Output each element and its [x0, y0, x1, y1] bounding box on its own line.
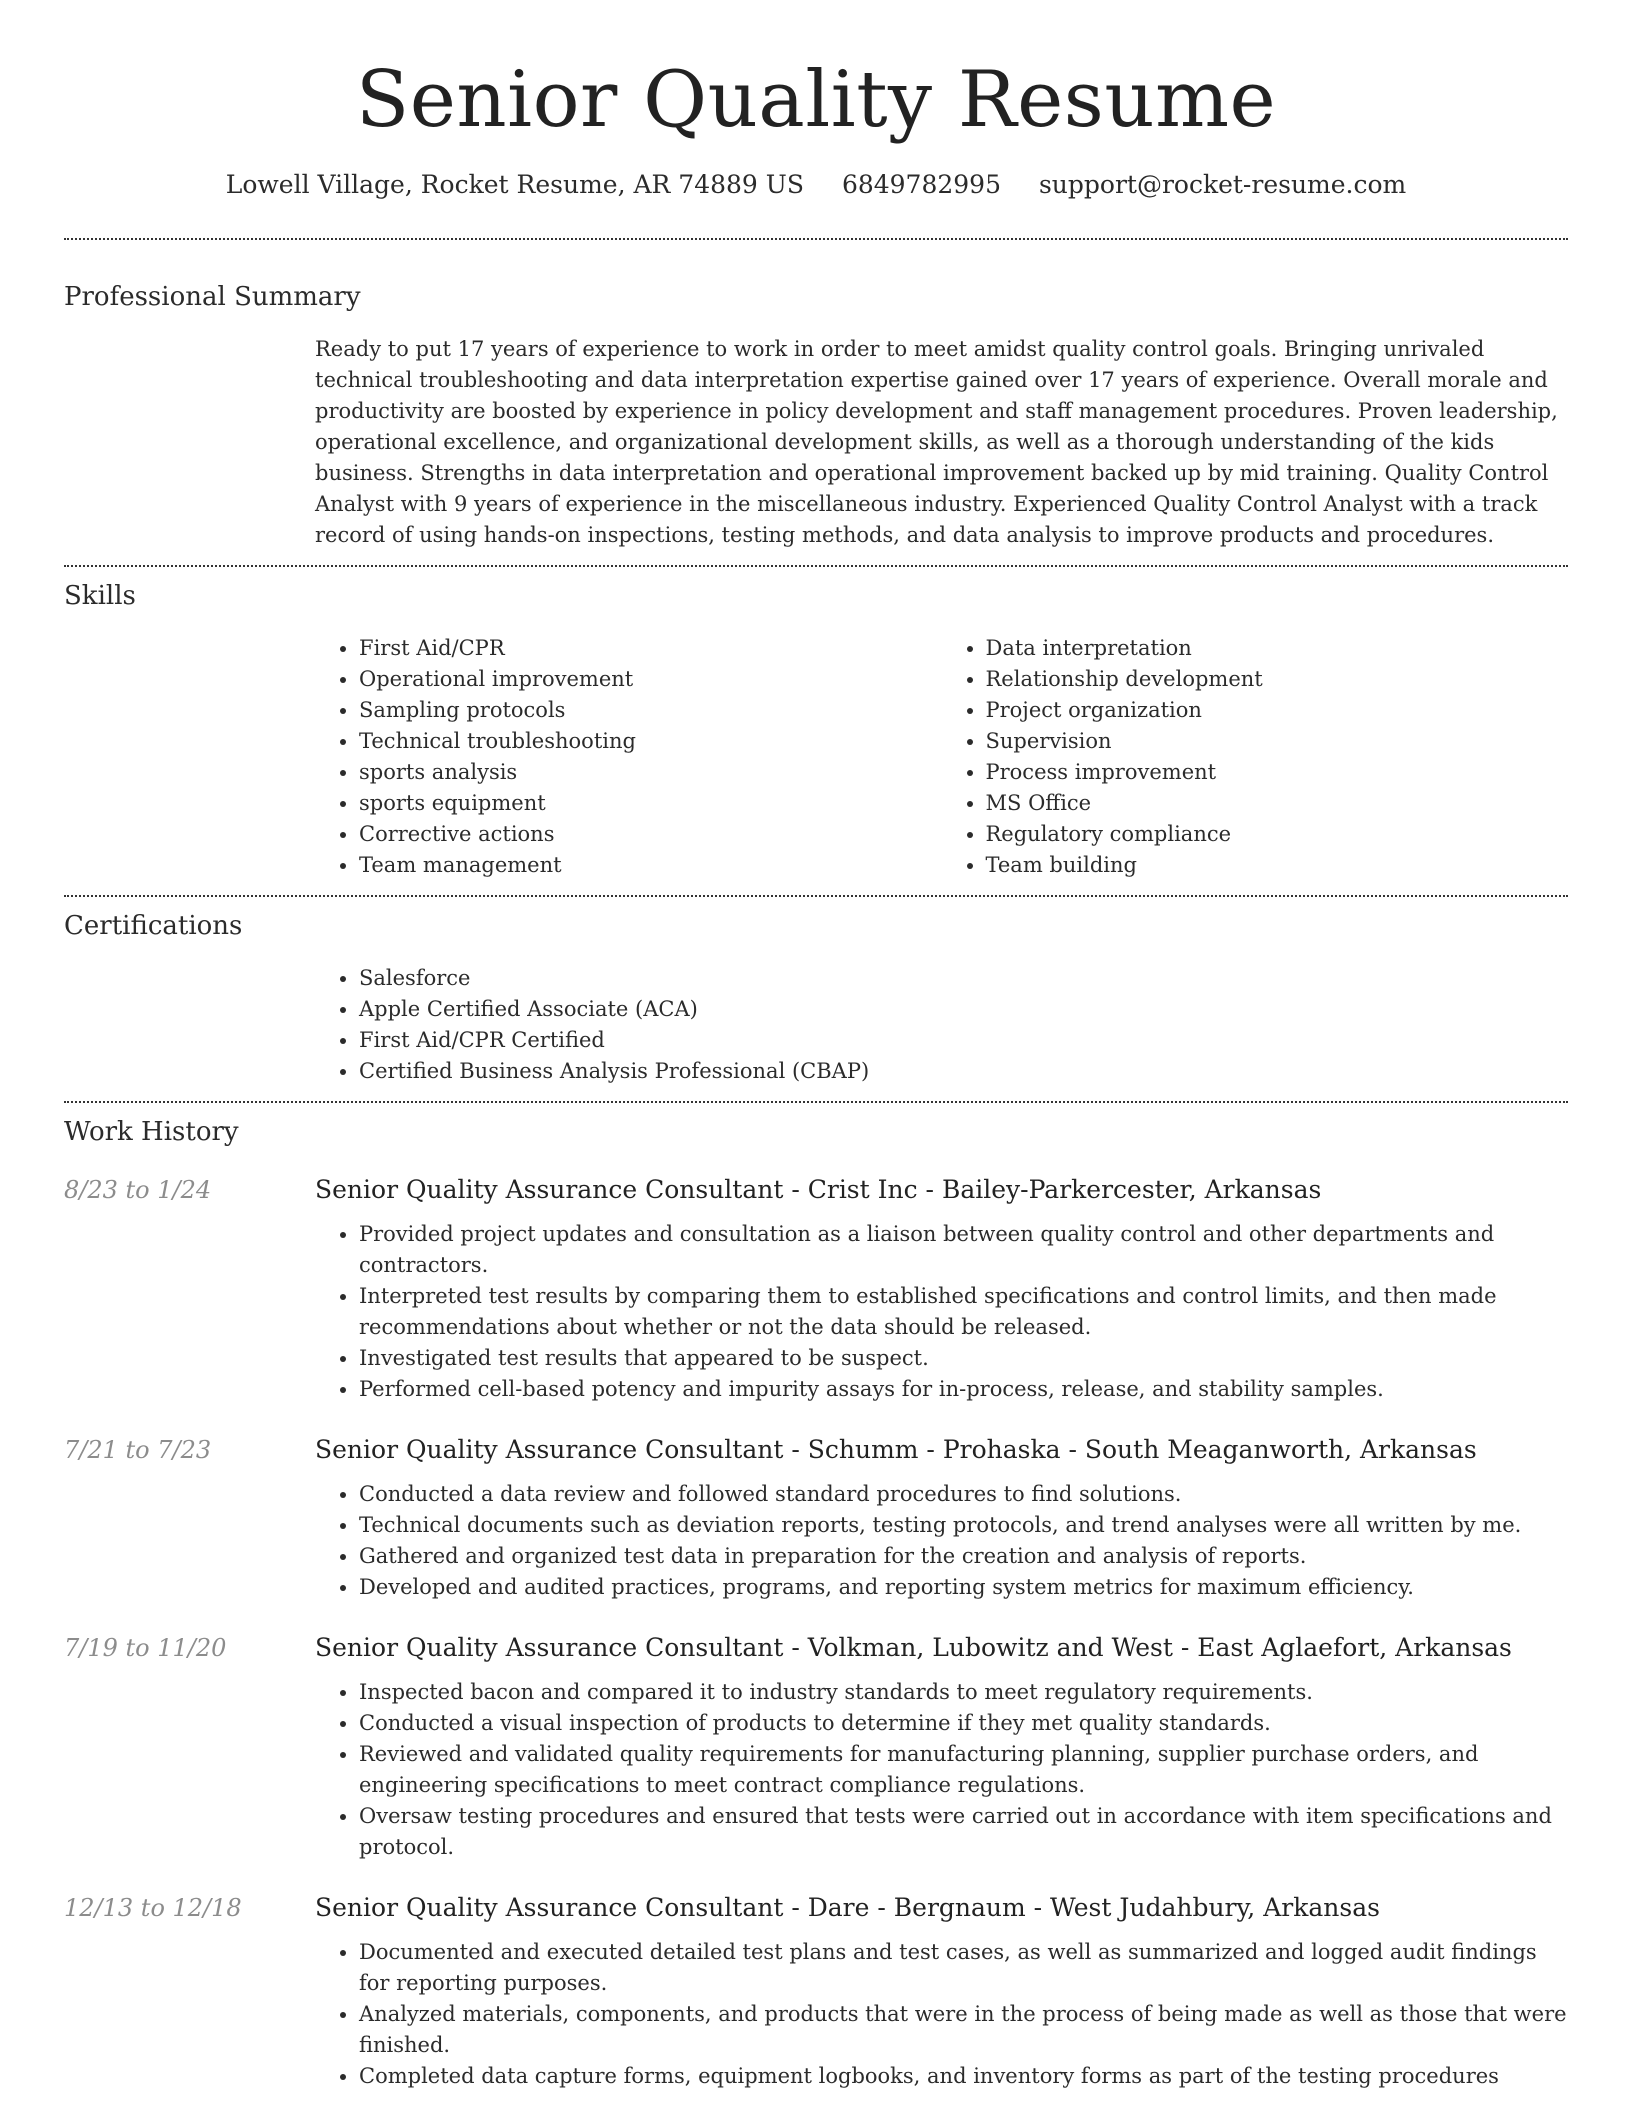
certifications-section: [315, 963, 1568, 1087]
skill-item: • Technical troubleshooting: [359, 726, 942, 757]
job-bullet: • Gathered and organized test data in preparation for the creation and analysis of reports.: [359, 1541, 1568, 1572]
section-divider: [64, 238, 1568, 240]
certification-item: • First Aid/CPR Certified: [359, 1025, 1568, 1056]
job-bullet: • Performed cell-based potency and impurity assays for in-process, release, and stability samples.: [359, 1374, 1568, 1405]
skill-item: • Process improvement: [986, 757, 1569, 788]
job-dates: 12/13 to 12/18: [64, 1894, 242, 1922]
job-bullets: [315, 1479, 1568, 1603]
summary-text: Ready to put 17 years of experience to work in order to meet amidst quality control goals. Bringing unrivaled technical troubleshooting and data interpretation expertise gained over 17 years of experience. Overall morale and productivity are boosted by experience in policy development and staff management procedures. Proven leadership, operational excellence, and organizational development skills, as well as a thorough understanding of the kids business. Strengths in data interpretation and operational improvement backed up by mid training. Quality Control Analyst with 9 years of experience in the miscellaneous industry. Experienced Quality Control Analyst with a track record of using hands-on inspections, testing methods, and data analysis to improve products and procedures.: [315, 337, 1558, 547]
job-title: Senior Quality Assurance Consultant - Dare - Bergnaum - West Judahbury, Arkansas: [315, 1893, 1380, 1922]
skill-item: • Regulatory compliance: [986, 819, 1569, 850]
job-bullet: • Interpreted test results by comparing them to established specifications and control limits, and then made recommendations about whether or not the data should be released.: [359, 1281, 1568, 1343]
skill-item: • Team building: [986, 850, 1569, 881]
contact-line: [64, 168, 1568, 202]
skill-item: • MS Office: [986, 788, 1569, 819]
skill-item: • Corrective actions: [359, 819, 942, 850]
job-entry: [64, 1631, 1568, 1863]
job-dates: 7/21 to 7/23: [64, 1436, 212, 1464]
job-bullet: • Investigated test results that appeared to be suspect.: [359, 1343, 1568, 1374]
job-title: Senior Quality Assurance Consultant - Schumm - Prohaska - South Meaganworth, Arkansas: [315, 1435, 1477, 1464]
skill-item: • Sampling protocols: [359, 695, 942, 726]
skill-item: • First Aid/CPR: [359, 633, 942, 664]
skill-item: • Operational improvement: [359, 664, 942, 695]
skills-list-left: [315, 633, 942, 881]
skills-list-right: [942, 633, 1569, 881]
certifications-list: [315, 963, 1568, 1087]
job-bullet: • Analyzed materials, components, and products that were in the process of being made as well as those that were finished.: [359, 1999, 1568, 2061]
job-bullet: • Conducted a data review and followed standard procedures to find solutions.: [359, 1479, 1568, 1510]
skill-item: • sports analysis: [359, 757, 942, 788]
job-bullet: • Documented and executed detailed test plans and test cases, as well as summarized and logged audit findings for reporting purposes.: [359, 1937, 1568, 1999]
job-bullets: [315, 1937, 1568, 2092]
section-divider: [64, 895, 1568, 897]
job-bullets: [315, 1677, 1568, 1863]
summary-section: [315, 334, 1568, 551]
job-details: [315, 1891, 1568, 2092]
skill-item: • sports equipment: [359, 788, 942, 819]
skill-item: • Data interpretation: [986, 633, 1569, 664]
certifications-heading: Certifications: [64, 911, 243, 941]
job-details: [315, 1173, 1568, 1405]
section-divider: [64, 1101, 1568, 1103]
job-bullet: • Provided project updates and consultation as a liaison between quality control and other departments and contractors.: [359, 1219, 1568, 1281]
certification-item: • Apple Certified Associate (ACA): [359, 994, 1568, 1025]
job-bullet: • Developed and audited practices, programs, and reporting system metrics for maximum efficiency.: [359, 1572, 1568, 1603]
work-history-heading: Work History: [64, 1117, 239, 1147]
skill-item: • Relationship development: [986, 664, 1569, 695]
job-title: Senior Quality Assurance Consultant - Crist Inc - Bailey-Parkercester, Arkansas: [315, 1175, 1322, 1204]
job-title: Senior Quality Assurance Consultant - Volkman, Lubowitz and West - East Aglaefort, Arkansas: [315, 1633, 1512, 1662]
job-dates: 8/23 to 1/24: [64, 1176, 212, 1204]
job-bullet: • Technical documents such as deviation reports, testing protocols, and trend analyses were all written by me.: [359, 1510, 1568, 1541]
job-bullet: • Reviewed and validated quality requirements for manufacturing planning, supplier purchase orders, and engineering specifications to meet contract compliance regulations.: [359, 1739, 1568, 1801]
skill-item: • Team management: [359, 850, 942, 881]
job-bullet: • Oversaw testing procedures and ensured that tests were carried out in accordance with item specifications and protocol.: [359, 1801, 1568, 1863]
summary-heading: Professional Summary: [64, 282, 361, 312]
job-details: [315, 1631, 1568, 1863]
contact-phone: 6849782995: [841, 170, 1001, 199]
job-entry: [64, 1173, 1568, 1405]
certification-item: • Salesforce: [359, 963, 1568, 994]
contact-email: support@rocket-resume.com: [1038, 170, 1407, 199]
resume-page: [64, 0, 1568, 2092]
resume-name: Senior Quality Resume: [355, 55, 1277, 145]
job-entry: [64, 1891, 1568, 2092]
job-bullet: • Conducted a visual inspection of products to determine if they met quality standards.: [359, 1708, 1568, 1739]
certification-item: • Certified Business Analysis Professional (CBAP): [359, 1056, 1568, 1087]
job-bullets: [315, 1219, 1568, 1405]
job-dates: 7/19 to 11/20: [64, 1634, 227, 1662]
skill-item: • Project organization: [986, 695, 1569, 726]
job-entry: [64, 1433, 1568, 1603]
job-bullet: • Completed data capture forms, equipment logbooks, and inventory forms as part of the testing procedures: [359, 2061, 1568, 2092]
job-bullet: • Inspected bacon and compared it to industry standards to meet regulatory requirements.: [359, 1677, 1568, 1708]
job-details: [315, 1433, 1568, 1603]
skills-heading: Skills: [64, 581, 136, 611]
section-divider: [64, 565, 1568, 567]
skill-item: • Supervision: [986, 726, 1569, 757]
contact-address: Lowell Village, Rocket Resume, AR 74889 US: [225, 170, 804, 199]
skills-section: [315, 633, 1568, 881]
